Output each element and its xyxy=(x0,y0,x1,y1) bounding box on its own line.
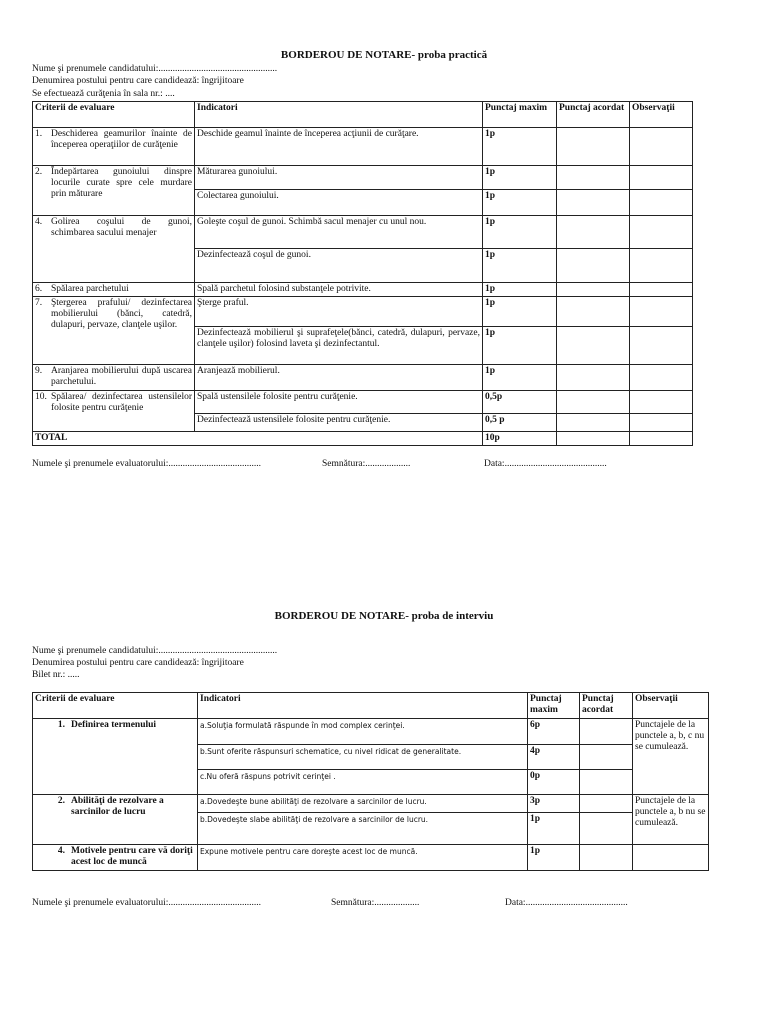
max-points-cell: 1p xyxy=(483,327,557,365)
awarded-points-cell[interactable] xyxy=(557,216,630,249)
max-points-cell: 1p xyxy=(483,283,557,297)
criterion-cell: 6. Spălarea parchetului xyxy=(33,283,195,297)
max-points-cell: 0,5 p xyxy=(483,414,557,432)
indicator-cell: b.Dovedeşte slabe abilităţi de rezolvare a sarcinilor de lucru. xyxy=(198,813,528,845)
awarded-points-cell[interactable] xyxy=(557,365,630,391)
indicator-cell: Aranjează mobilierul. xyxy=(195,365,483,391)
interview-title: BORDEROU DE NOTARE- proba de interviu xyxy=(274,610,494,622)
observations-cell[interactable] xyxy=(630,249,693,283)
awarded-points-cell[interactable] xyxy=(557,128,630,166)
date-line: Data:........................................... xyxy=(505,898,628,908)
awarded-points-cell[interactable] xyxy=(557,249,630,283)
table-row xyxy=(33,845,709,871)
header-observations: Observaţii xyxy=(630,102,693,128)
criterion-text: Spălarea parchetului xyxy=(51,284,129,294)
awarded-points-cell[interactable] xyxy=(580,770,633,795)
observations-cell[interactable] xyxy=(630,190,693,216)
table-row xyxy=(33,216,693,249)
indicator-cell: Goleşte coşul de gunoi. Schimbă sacul menajer cu unul nou. xyxy=(195,216,483,249)
indicator-cell: Şterge praful. xyxy=(195,297,483,327)
observations-cell[interactable] xyxy=(630,327,693,365)
awarded-points-cell[interactable] xyxy=(557,166,630,190)
max-points-cell: 1p xyxy=(483,166,557,190)
observations-cell[interactable] xyxy=(630,216,693,249)
room-line: Se efectuează curăţenia în sala nr.: .... xyxy=(32,89,175,99)
max-points-cell: 4p xyxy=(528,745,580,770)
criterion-cell: 9. Aranjarea mobilierului după uscarea parchetului. xyxy=(33,365,195,391)
table-row xyxy=(33,128,693,166)
max-points-cell: 3p xyxy=(528,795,580,813)
awarded-points-cell[interactable] xyxy=(580,745,633,770)
indicator-cell: b.Sunt oferite răspunsuri schematice, cu nivel ridicat de generalitate. xyxy=(198,745,528,770)
indicator-cell: Expune motivele pentru care doreşte acest loc de muncă. xyxy=(198,845,528,871)
indicator-cell: a.Soluţia formulată răspunde în mod complex cerinţei. xyxy=(198,719,528,745)
max-points-cell: 1p xyxy=(528,845,580,871)
ticket-line: Bilet nr.: ..... xyxy=(32,670,80,680)
observations-cell: Punctajele de la punctele a, b nu se cumulează. xyxy=(633,795,709,845)
awarded-points-cell[interactable] xyxy=(557,297,630,327)
table-row xyxy=(33,391,693,414)
awarded-points-cell[interactable] xyxy=(580,719,633,745)
position-line: Denumirea postului pentru care candidează: îngrijitoare xyxy=(32,76,244,86)
observations-cell[interactable] xyxy=(630,283,693,297)
indicator-cell: Măturarea gunoiului. xyxy=(195,166,483,190)
criterion-text: Golirea coşului de gunoi, schimbarea sacului menajer xyxy=(51,217,192,238)
awarded-points-cell[interactable] xyxy=(580,813,633,845)
evaluator-name-line: Numele şi prenumele evaluatorului:....................................... xyxy=(32,459,262,469)
indicator-cell: a.Dovedeşte bune abilităţi de rezolvare a sarcinilor de lucru. xyxy=(198,795,528,813)
practical-title: BORDEROU DE NOTARE- proba practică xyxy=(280,49,488,61)
criterion-text: Ştergerea prafului/ dezinfectarea mobilierului (bănci, catedră, dulapuri, pervaze, clanţele uşilor. xyxy=(51,298,192,330)
date-line: Data:........................................... xyxy=(484,459,607,469)
header-criteria: Criterii de evaluare xyxy=(33,102,195,128)
table-row xyxy=(33,297,693,327)
awarded-points-cell[interactable] xyxy=(557,283,630,297)
criterion-cell: 1. Deschiderea geamurilor înainte de începerea operaţiilor de curăţenie xyxy=(33,128,195,166)
awarded-points-cell[interactable] xyxy=(557,414,630,432)
header-indicators: Indicatori xyxy=(195,102,483,128)
criterion-cell: 2. Abilităţi de rezolvare a sarcinilor de lucru xyxy=(33,795,198,845)
criterion-text: Deschiderea geamurilor înainte de începerea operaţiilor de curăţenie xyxy=(51,129,192,150)
total-row xyxy=(33,432,693,446)
indicator-cell: Spală parchetul folosind substanţele potrivite. xyxy=(195,283,483,297)
criterion-cell: 4. Golirea coşului de gunoi, schimbarea sacului menajer xyxy=(33,216,195,283)
candidate-name-line: Nume şi prenumele candidatului:.................................................. xyxy=(32,64,278,74)
max-points-cell: 1p xyxy=(528,813,580,845)
indicator-cell: Spală ustensilele folosite pentru curăţenie. xyxy=(195,391,483,414)
criterion-text: Îndepărtarea gunoiului dinspre locurile curate spre cele murdare prin măturare xyxy=(51,167,192,199)
criterion-cell: 4. Motivele pentru care vă doriţi acest loc de muncă xyxy=(33,845,198,871)
evaluator-name-line: Numele şi prenumele evaluatorului:....................................... xyxy=(32,898,262,908)
signature-line: Semnătura:................... xyxy=(331,898,420,908)
signature-line: Semnătura:................... xyxy=(322,459,411,469)
awarded-points-cell[interactable] xyxy=(580,795,633,813)
max-points-cell: 1p xyxy=(483,128,557,166)
criterion-text: Definirea termenului xyxy=(71,720,157,730)
indicator-cell: Dezinfectează mobilierul şi suprafeţele(bănci, catedră, dulapuri, pervaze, clanţele uşilor) folosind laveta şi dezinfectantul. xyxy=(195,327,483,365)
criterion-text: Motivele pentru care vă doriţi acest loc de muncă xyxy=(71,846,193,867)
observations-cell[interactable] xyxy=(630,166,693,190)
table-row xyxy=(33,365,693,391)
max-points-cell: 6p xyxy=(528,719,580,745)
observations-cell: Punctajele de la punctele a, b, c nu se cumulează. xyxy=(633,719,709,795)
total-points: 10p xyxy=(483,432,557,446)
max-points-cell: 1p xyxy=(483,216,557,249)
header-awarded-points: Punctaj acordat xyxy=(580,693,633,719)
table-header-row xyxy=(33,102,693,128)
indicator-cell: Colectarea gunoiului. xyxy=(195,190,483,216)
criterion-cell: 1. Definirea termenului xyxy=(33,719,198,795)
max-points-cell: 1p xyxy=(483,190,557,216)
observations-cell[interactable] xyxy=(630,391,693,414)
observations-cell[interactable] xyxy=(630,365,693,391)
criterion-text: Aranjarea mobilierului după uscarea parchetului. xyxy=(51,366,192,387)
table-row xyxy=(33,166,693,190)
awarded-points-cell[interactable] xyxy=(580,845,633,871)
awarded-points-cell[interactable] xyxy=(557,327,630,365)
max-points-cell: 0,5p xyxy=(483,391,557,414)
observations-cell[interactable] xyxy=(630,297,693,327)
header-indicators: Indicatori xyxy=(198,693,528,719)
header-max-points: Punctaj maxim xyxy=(528,693,580,719)
indicator-cell: Deschide geamul înainte de începerea acţiunii de curăţare. xyxy=(195,128,483,166)
position-line: Denumirea postului pentru care candidează: îngrijitoare xyxy=(32,658,244,668)
total-observations-cell[interactable] xyxy=(630,432,693,446)
max-points-cell: 1p xyxy=(483,365,557,391)
total-label: TOTAL xyxy=(33,432,483,446)
max-points-cell: 1p xyxy=(483,249,557,283)
criterion-text: Spălarea/ dezinfectarea ustensilelor folosite pentru curăţenie xyxy=(51,392,192,413)
table-header-row xyxy=(33,693,709,719)
criterion-cell: 10. Spălarea/ dezinfectarea ustensilelor folosite pentru curăţenie xyxy=(33,391,195,432)
indicator-cell: c.Nu oferă răspuns potrivit cerinţei . xyxy=(198,770,528,795)
header-observations: Observaţii xyxy=(633,693,709,719)
header-max-points: Punctaj maxim xyxy=(483,102,557,128)
criterion-text: Abilităţi de rezolvare a sarcinilor de lucru xyxy=(71,796,164,817)
table-row xyxy=(33,795,709,813)
table-row xyxy=(33,283,693,297)
observations-cell xyxy=(633,845,709,871)
interview-table xyxy=(32,692,709,871)
max-points-cell: 1p xyxy=(483,297,557,327)
total-awarded-cell[interactable] xyxy=(557,432,630,446)
candidate-name-line: Nume şi prenumele candidatului:.................................................. xyxy=(32,646,278,656)
awarded-points-cell[interactable] xyxy=(557,190,630,216)
criterion-cell: 7. Ştergerea prafului/ dezinfectarea mobilierului (bănci, catedră, dulapuri, pervaze, clanţele uşilor. xyxy=(33,297,195,365)
criterion-cell: 2. Îndepărtarea gunoiului dinspre locurile curate spre cele murdare prin măturare xyxy=(33,166,195,216)
table-row xyxy=(33,719,709,745)
max-points-cell: 0p xyxy=(528,770,580,795)
header-criteria: Criterii de evaluare xyxy=(33,693,198,719)
indicator-cell: Dezinfectează coşul de gunoi. xyxy=(195,249,483,283)
header-awarded-points: Punctaj acordat xyxy=(557,102,630,128)
practical-table xyxy=(32,101,693,446)
observations-cell[interactable] xyxy=(630,128,693,166)
awarded-points-cell[interactable] xyxy=(557,391,630,414)
observations-cell[interactable] xyxy=(630,414,693,432)
indicator-cell: Dezinfectează ustensilele folosite pentru curăţenie. xyxy=(195,414,483,432)
